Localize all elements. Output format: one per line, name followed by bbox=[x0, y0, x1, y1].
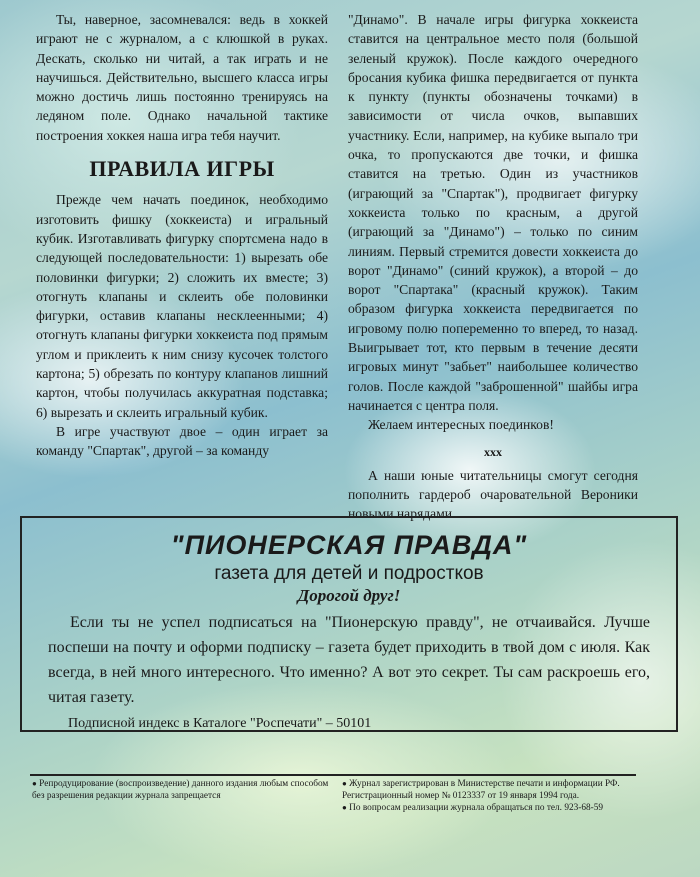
copyright-text: Репродуцирование (воспроизведение) данного издания любым способом без разрешения редакции журнала запрещается bbox=[32, 779, 329, 801]
section-separator: xxx bbox=[484, 444, 502, 459]
rules-heading: ПРАВИЛА ИГРЫ bbox=[89, 156, 275, 182]
bullet-icon: ● bbox=[342, 803, 347, 812]
bullet-icon: ● bbox=[32, 779, 37, 788]
veronika-paragraph: А наши юные читательницы смогут сегодня пополнить гардероб очаровательной Вероники новыми нарядами. bbox=[348, 467, 638, 522]
greeting: Дорогой друг! bbox=[297, 586, 401, 605]
copyright-note bbox=[32, 778, 332, 802]
registration-text: Журнал зарегистрирован в Министерстве печати и информации РФ. Регистрационный номер № 0123337 от 19 января 1994 года. bbox=[342, 779, 620, 801]
newspaper-title: "ПИОНЕРСКАЯ ПРАВДА" bbox=[170, 530, 528, 560]
gameplay-paragraph: "Динамо". В начале игры фигурка хоккеиста ставится на центральное место поля (большой зеленый кружок). После каждого очередного бросания кубика фишка передвигается от пункта к пункту (пункты обозначены точками) в зависимости от числа очков, выпавших участнику. Если, например, на кубике выпало три очка, то пропускаются две точки, и фишка ставится на третью. Один из участников (играющий за "Спартак"), продвигает фигурку хоккеиста только по красным, а другой (играющий за "Динамо") – только по синим линиям. Первый стремится довести хоккеиста до ворот "Динамо" (синий кружок), а второй – до ворот "Спартака" (красный кружок). Таким образом фигурка хоккеиста передвигается по игровому полю попеременно то вперед, то назад. Выигрывает тот, кто первым в течение десяти игровых минут "забьет" наибольшее количество голов. После каждой "заброшенной" шайбы игра начинается с центра поля. bbox=[348, 12, 638, 413]
footer-divider bbox=[30, 774, 636, 776]
footer bbox=[22, 770, 642, 840]
newspaper-subtitle: газета для детей и подростков bbox=[214, 563, 484, 584]
registration-note bbox=[342, 778, 638, 815]
contact-text: По вопросам реализации журнала обращаться по тел. 923-68-59 bbox=[349, 803, 604, 813]
subscription-index: Подписной индекс в Каталоге "Роспечати" – 50101 bbox=[68, 716, 372, 731]
bullet-icon: ● bbox=[342, 779, 347, 788]
subscription-text: Если ты не успел подписаться на "Пионерскую правду", не отчаивайся. Лучше поспеши на почту и оформи подписку – газета будет приходить в твой дом с июля. Как всегда, в ней много интересного. Что именно? А вот это секрет. Ты сам раскроешь его, читая газету. bbox=[48, 614, 650, 706]
right-column bbox=[348, 10, 638, 524]
wishes-paragraph: Желаем интересных поединков! bbox=[368, 417, 554, 433]
players-paragraph: В игре участвуют двое – один играет за команду "Спартак", другой – за команду bbox=[36, 423, 328, 459]
subscription-box bbox=[20, 516, 678, 732]
intro-paragraph: Ты, наверное, засомневался: ведь в хоккей играют не с журналом, а с клюшкой в руках. Дескать, сколько ни читай, а так играть и не научишься. Действительно, высшего класса игры можно достичь лишь постоянно тренируясь на ледяном поле. Однако начальной тактике построения хоккея наша игра тебя научит. bbox=[36, 12, 328, 143]
left-column bbox=[36, 10, 328, 461]
rules-paragraph: Прежде чем начать поединок, необходимо изготовить фишку (хоккеиста) и игральный кубик. Изготавливать фигурку спортсмена надо в следующей последовательности: 1) вырезать обе половинки фигурки; 2) сложить их вместе; 3) отогнуть клапаны и склеить обе половинки фигурки, оставив клапаны несклеенными; 4) отогнуть клапаны фигурки хоккеиста под прямым углом и приклеить к ним снизу кусочек толстого картона; 5) обрезать по контуру клапанов лишний картон, чтобы получилась аккуратная подставка; 6) вырезать и склеить игральный кубик. bbox=[36, 192, 328, 420]
